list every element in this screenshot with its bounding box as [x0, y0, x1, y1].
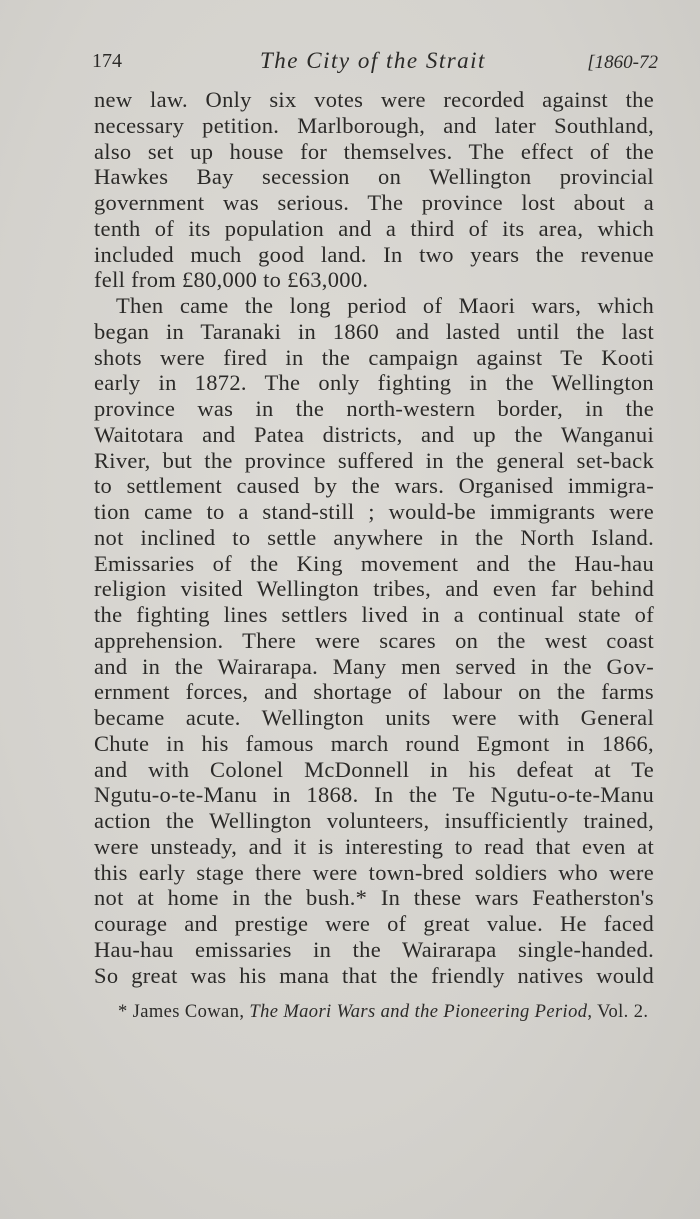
text-line: government was serious. The province lost about a	[94, 190, 654, 215]
footnote-prefix: * James Cowan,	[118, 1002, 250, 1022]
text-line: So great was his mana that the friendly natives would	[94, 962, 654, 988]
footnote	[118, 1002, 658, 1023]
text-line: were unsteady, and it is interesting to read that even at	[94, 833, 654, 859]
text-line: necessary petition. Marlborough, and later Southland,	[94, 112, 654, 138]
paragraph-2	[94, 293, 654, 988]
paragraph-1	[94, 87, 654, 293]
text-line: River, but the province suffered in the general set-back	[94, 447, 654, 473]
text-line: Waitotara and Patea districts, and up the Wanganui	[94, 421, 654, 447]
text-line: religion visited Wellington tribes, and even far behind	[94, 576, 654, 602]
text-line: courage and prestige were of great value. He faced	[94, 911, 654, 936]
running-title: The City of the Strait	[260, 48, 486, 73]
text-line: not inclined to settle anywhere in the North Island.	[94, 524, 654, 550]
text-line: Hau-hau emissaries in the Wairarapa single-handed.	[94, 936, 654, 962]
text-line: this early stage there were town-bred soldiers who were	[94, 859, 654, 885]
text-line: fell from £80,000 to £63,000.	[94, 267, 369, 293]
text-line: Emissaries of the King movement and the Hau-hau	[94, 550, 654, 576]
footnote-suffix: , Vol. 2.	[587, 1002, 649, 1022]
text-line: became acute. Wellington units were with General	[94, 705, 654, 730]
body-text	[94, 87, 654, 988]
text-line: apprehension. There were scares on the west coast	[94, 627, 654, 653]
text-line: action the Wellington volunteers, insufficiently trained,	[94, 808, 654, 833]
text-line: ernment forces, and shortage of labour on the farms	[94, 679, 654, 705]
text-line: to settlement caused by the wars. Organised immigra-	[94, 473, 654, 499]
text-line: tenth of its population and a third of its area, which	[94, 215, 654, 241]
text-line: province was in the north-western border, in the	[94, 396, 654, 421]
text-line: Then came the long period of Maori wars, which	[116, 293, 654, 318]
running-head	[92, 48, 658, 74]
text-line: Chute in his famous march round Egmont in 1866,	[94, 730, 654, 756]
text-line: and with Colonel McDonnell in his defeat at Te	[94, 756, 654, 782]
text-line: Hawkes Bay secession on Wellington provincial	[94, 164, 654, 190]
text-line: included much good land. In two years the revenue	[94, 241, 654, 267]
text-line: tion came to a stand-still ; would-be immigrants were	[94, 499, 654, 524]
text-line: shots were fired in the campaign against Te Kooti	[94, 344, 654, 370]
text-line: not at home in the bush.* In these wars Featherston's	[94, 885, 654, 911]
text-line: also set up house for themselves. The effect of the	[94, 138, 654, 164]
text-line: began in Taranaki in 1860 and lasted until the last	[94, 318, 654, 344]
text-line: and in the Wairarapa. Many men served in the Gov-	[94, 653, 654, 679]
text-line: Ngutu-o-te-Manu in 1868. In the Te Ngutu-o-te-Manu	[94, 782, 654, 808]
text-line: the fighting lines settlers lived in a continual state of	[94, 602, 654, 627]
page-number: 174	[92, 50, 122, 72]
running-date-range: [1860-72	[587, 52, 658, 73]
footnote-book-title: The Maori Wars and the Pioneering Period	[249, 1002, 588, 1022]
text-line: early in 1872. The only fighting in the Wellington	[94, 370, 654, 396]
text-line: new law. Only six votes were recorded against the	[94, 87, 654, 112]
